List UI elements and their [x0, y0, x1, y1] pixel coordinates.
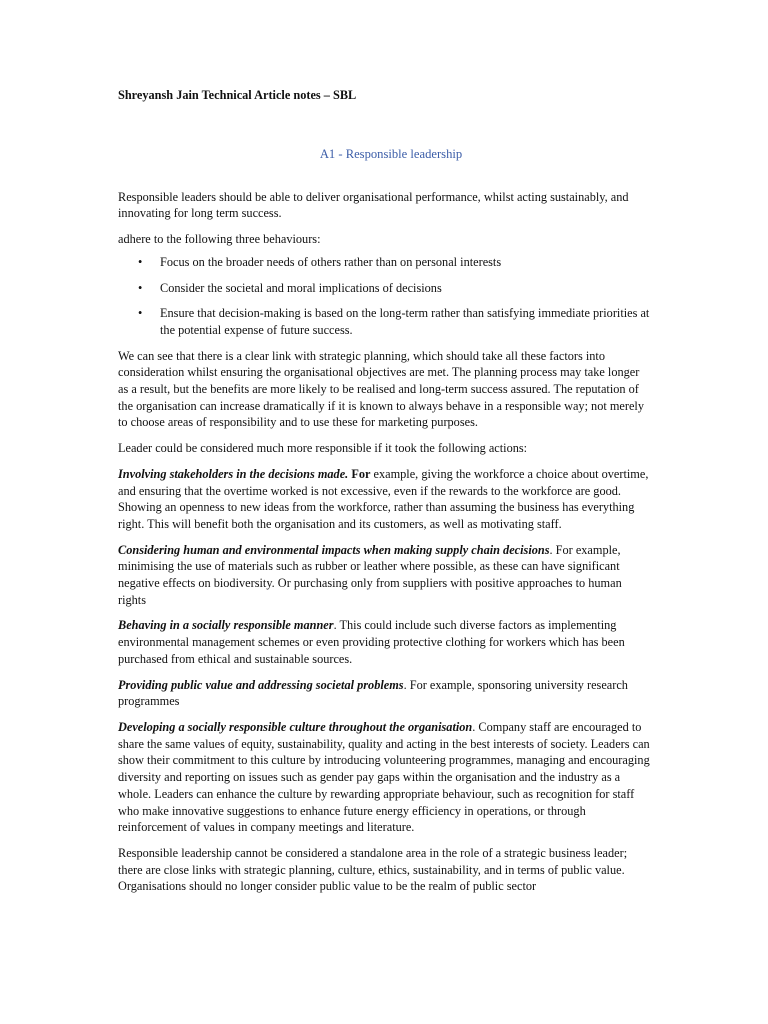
behaviours-lead-in: adhere to the following three behaviours:: [118, 232, 321, 247]
list-item: [118, 280, 652, 297]
action-body: example, giving the workforce a choice about overtime, and ensuring that the overtime worked is not excessive, even if the rewards to the workforce are good. Showing an openness to new ideas from the workforce, rather than assuming the business has everything right. This will benefit both the organisation and its customers, as well as motivating staff.: [118, 466, 649, 531]
behaviour-text: Focus on the broader needs of others rather than on personal interests: [160, 254, 502, 269]
list-item: [118, 305, 652, 338]
action-paragraph-culture: [118, 719, 652, 836]
action-paragraph-supply-chain: [118, 542, 652, 609]
action-paragraph-stakeholders: [118, 466, 652, 533]
action-label: Considering human and environmental impacts when making supply chain decisions: [118, 542, 550, 557]
closing-paragraph: Responsible leadership cannot be considered a standalone area in the role of a strategic business leader; there are close links with strategic planning, culture, ethics, sustainability, and in terms of public value. Organisations should no longer consider public value to be the realm of public sector: [118, 845, 628, 894]
behaviour-text: Ensure that decision-making is based on the long-term rather than satisfying immediate priorities at the potential expense of future success.: [160, 306, 650, 337]
document-title: Shreyansh Jain Technical Article notes – SBL: [118, 88, 357, 102]
behaviour-text: Consider the societal and moral implications of decisions: [160, 280, 442, 295]
action-label: Involving stakeholders in the decisions made.: [118, 466, 349, 481]
bullet-icon: •: [138, 280, 143, 295]
list-item: [118, 254, 652, 271]
bullet-icon: •: [138, 254, 143, 269]
action-label: Providing public value and addressing societal problems: [118, 677, 404, 692]
planning-paragraph: We can see that there is a clear link with strategic planning, which should take all these factors into consideration whilst ensuring the organisational objectives are met. The planning process may take longer as a result, but the benefits are more likely to be realised and long-term success assured. The reputation of the organisation can increase dramatically if it is known to always behave in a responsible way; not merely to choose areas of responsibility and to use these for marketing purposes.: [118, 348, 644, 430]
document-page: [118, 87, 652, 895]
intro-paragraph: Responsible leaders should be able to deliver organisational performance, whilst acting sustainably, and innovating for long term success.: [118, 189, 629, 221]
action-paragraph-socially-responsible: [118, 617, 652, 667]
behaviours-list: [118, 254, 652, 339]
action-body: . For example, sponsoring university research programmes: [118, 677, 628, 709]
action-body: . Company staff are encouraged to share the same values of equity, sustainability, quality and acting in the best interests of society. Leaders can show their commitment to this culture by introducing volunteering programmes, managing and encouraging diversity and reporting on issues such as gender pay gaps within the organisation and the industry as a whole. Leaders can enhance the culture by rewarding appropriate behaviour, such as recognition for staff who make innovative suggestions to enhance future energy efficiency in operations, or through reinforcement of values in company meetings and literature.: [118, 719, 650, 835]
action-bold-word: For: [348, 466, 371, 481]
section-heading: A1 - Responsible leadership: [319, 147, 463, 161]
action-label: Behaving in a socially responsible manner: [118, 618, 334, 633]
action-paragraph-public-value: [118, 677, 652, 710]
actions-lead-in: Leader could be considered much more responsible if it took the following actions:: [118, 441, 528, 456]
action-label: Developing a socially responsible culture throughout the organisation: [118, 719, 473, 734]
bullet-icon: •: [138, 306, 143, 321]
action-body: . This could include such diverse factors as implementing environmental management schemes or even providing protective clothing for workers which has been purchased from ethical and sustainable sources.: [118, 618, 625, 666]
action-body: . For example, minimising the use of materials such as rubber or leather where possible, as these can have significant negative effects on biodiversity. Or purchasing only from suppliers with positive approaches to human rights: [118, 542, 622, 607]
